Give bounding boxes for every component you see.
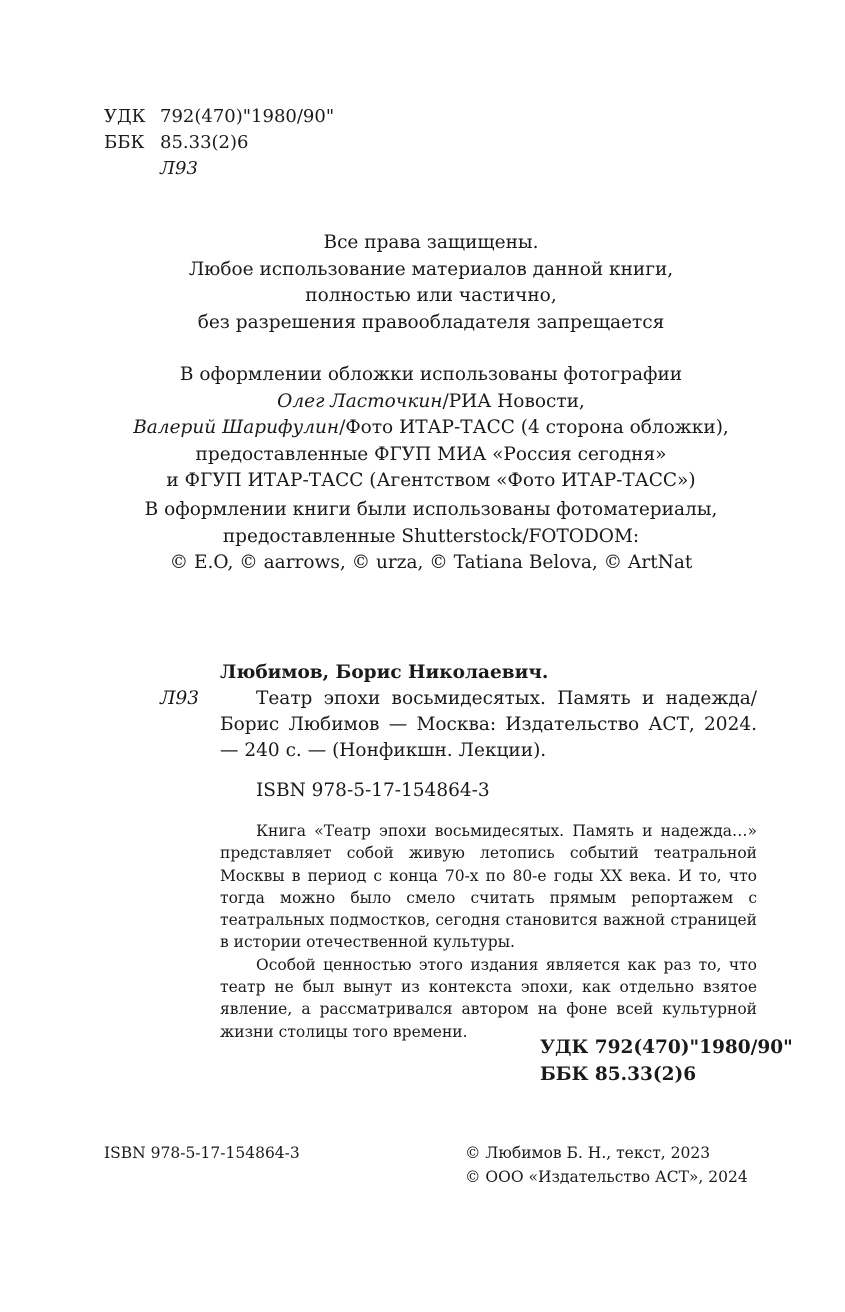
cover-credit-line: и ФГУП ИТАР-ТАСС (Агентством «Фото ИТАР-ТАСС») [166, 470, 696, 491]
isbn-record: ISBN 978-5-17-154864-3 [256, 780, 490, 801]
udk-label: УДК [104, 106, 146, 127]
udk-row [104, 104, 334, 130]
shelf-code: Л93 [160, 688, 199, 709]
udk-code: УДК 792(470)"1980/90" [540, 1037, 793, 1058]
copyright-block [465, 1141, 748, 1189]
author-heading: Любимов, Борис Николаевич. [220, 662, 549, 683]
bbk-value: 85.33(2)6 [160, 132, 249, 153]
cover-credit-line: предоставленные ФГУП МИА «Россия сегодня» [195, 443, 667, 465]
book-photo-line: В оформлении книги были использованы фотоматериалы, [144, 499, 718, 520]
annotation [220, 820, 757, 1043]
cover-credit-line [104, 415, 758, 442]
photo-agency: /Фото ИТАР-ТАСС (4 сторона обложки), [339, 417, 729, 438]
bbk-label: ББК [104, 132, 145, 153]
photographer-name: Валерий Шарифулин [133, 417, 340, 438]
author-sign-row [104, 156, 334, 182]
footer-isbn: ISBN 978-5-17-154864-3 [104, 1144, 300, 1162]
copyright-line: © ООО «Издательство АСТ», 2024 [465, 1168, 748, 1186]
annotation-paragraph: Книга «Театр эпохи восьмидесятых. Память и надежда…» представляет собой живую летопись событий театральной Москвы в период с конца 70-х по 80-е годы XX века. И то, что тогда можно было смело считать прямым репортажем с театральных подмостков, сегодня становится важной страницей в истории отечественной культуры. [220, 822, 757, 952]
cover-credit-line [104, 389, 758, 416]
cover-credits-intro: В оформлении обложки использованы фотографии [179, 364, 683, 385]
copyright-line: © Любимов Б. Н., текст, 2023 [465, 1144, 711, 1162]
bbk-code: ББК 85.33(2)6 [540, 1064, 697, 1085]
rights-line: Любое использование материалов данной книги, [188, 258, 674, 280]
bibliographic-record: Театр эпохи восьмидесятых. Память и надежда/ Борис Любимов — Москва: Издательство АСТ, 2024. — 240 с. — (Нонфикшн. Лекции). [220, 688, 757, 761]
book-photo-line: © E.O, © aarrows, © urza, © Tatiana Belova, © ArtNat [169, 552, 693, 573]
classification-codes [540, 1034, 793, 1088]
cover-credits [104, 362, 758, 495]
author-sign: Л93 [160, 158, 198, 179]
rights-notice [104, 230, 758, 336]
book-photo-line: предоставленные Shutterstock/FOTODOM: [222, 525, 640, 547]
udk-value: 792(470)"1980/90" [160, 106, 335, 127]
photographer-name: Олег Ласточкин [277, 390, 443, 412]
annotation-paragraph: Особой ценностью этого издания является как раз то, что театр не был вынут из контекста эпохи, как отдельно взятое явление, а рассматривался автором на фоне всей культурной жизни столицы того времени. [220, 955, 757, 1041]
classification-block [104, 104, 334, 182]
rights-line: полностью или частично, [305, 285, 557, 306]
book-photo-credits [104, 497, 758, 577]
rights-line: без разрешения правообладателя запрещается [197, 311, 665, 333]
rights-line: Все права защищены. [323, 232, 539, 253]
bbk-row [104, 130, 334, 156]
photo-agency: /РИА Новости, [442, 390, 585, 412]
